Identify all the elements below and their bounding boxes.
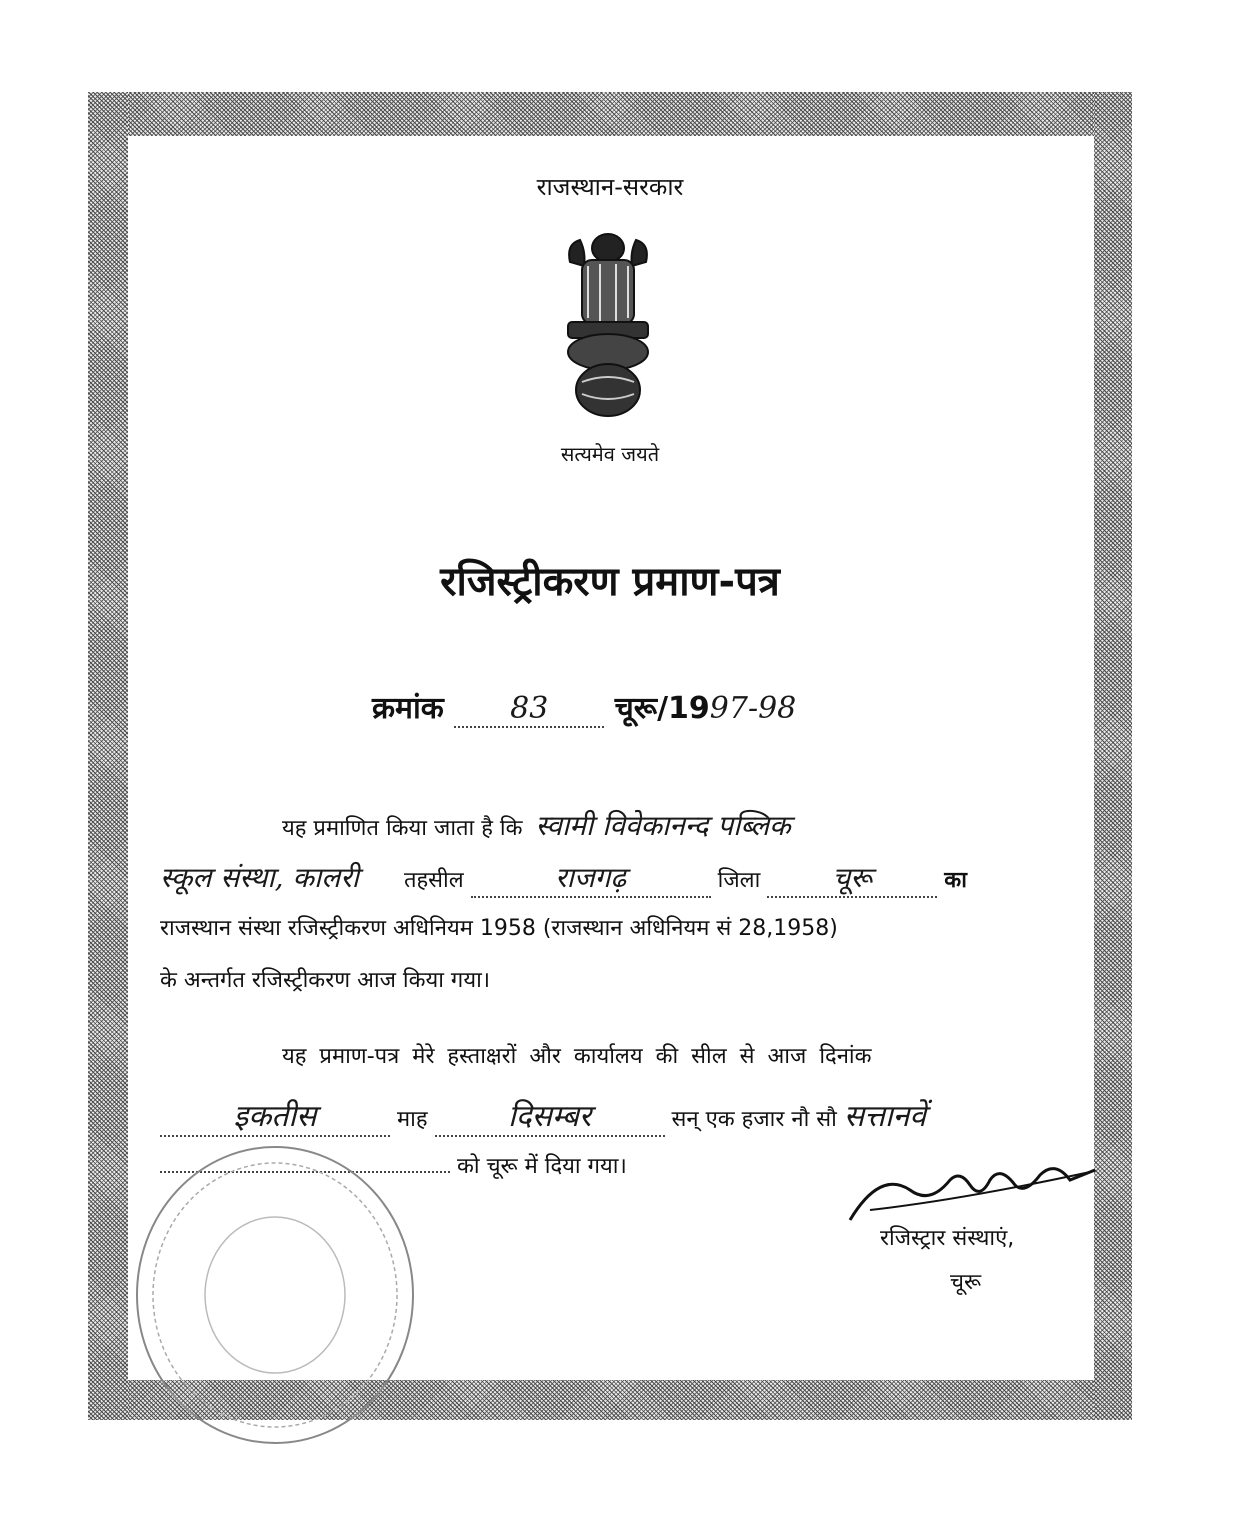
org-name-line-1: स्वामी विवेकानन्द पब्लिक bbox=[535, 809, 791, 842]
office-seal bbox=[130, 1140, 420, 1450]
issue-line-2 bbox=[160, 1094, 926, 1137]
registrar-title: रजिस्ट्रार संस्थाएं, bbox=[880, 1226, 1015, 1251]
number-value: 83 bbox=[510, 691, 549, 726]
ka-text: का bbox=[944, 868, 967, 893]
district-label: जिला bbox=[717, 868, 761, 893]
month-label: माह bbox=[397, 1107, 428, 1132]
number-field bbox=[454, 691, 604, 728]
government-heading: राजस्थान-सरकार bbox=[536, 173, 684, 201]
day-value: इकतीस bbox=[233, 1099, 317, 1134]
issue-line-1: यह प्रमाण-पत्र मेरे हस्ताक्षरों और कार्यालय की सील से आज दिनांक bbox=[282, 1044, 872, 1069]
given-at-text: को चूरू में दिया गया। bbox=[457, 1154, 627, 1179]
border-left bbox=[88, 92, 128, 1420]
tehsil-field bbox=[471, 858, 711, 898]
tehsil-value: राजगढ़ bbox=[555, 861, 627, 894]
month-field bbox=[435, 1094, 665, 1137]
district-field bbox=[767, 858, 937, 898]
number-label: क्रमांक bbox=[372, 691, 444, 726]
org-name-line-2: स्कूल संस्था, कालरी bbox=[160, 861, 359, 894]
registrar-signature bbox=[840, 1150, 1100, 1230]
certify-line-1 bbox=[282, 806, 791, 844]
motto: सत्यमेव जयते bbox=[560, 442, 660, 466]
district-value: चूरू bbox=[832, 861, 873, 894]
border-top bbox=[88, 92, 1132, 136]
act-line: राजस्थान संस्था रजिस्ट्रीकरण अधिनियम 1958 (राजस्थान अधिनियम सं 28,1958) bbox=[160, 916, 838, 941]
tehsil-label: तहसील bbox=[403, 868, 464, 893]
registrar-place: चूरू bbox=[950, 1270, 982, 1295]
year-prefix: सन् एक हजार नौ सौ bbox=[671, 1107, 837, 1132]
certify-line-2 bbox=[160, 858, 967, 898]
month-value: दिसम्बर bbox=[507, 1099, 592, 1134]
registration-number-row bbox=[372, 686, 796, 728]
national-emblem-icon bbox=[552, 222, 664, 418]
year-value: सत्तानवें bbox=[843, 1099, 926, 1134]
number-suffix: चूरू/19 bbox=[614, 691, 710, 726]
registration-closing-line: के अन्तर्गत रजिस्ट्रीकरण आज किया गया। bbox=[160, 968, 491, 993]
certify-intro: यह प्रमाणित किया जाता है कि bbox=[282, 816, 523, 841]
certificate-title: रजिस्ट्रीकरण प्रमाण-पत्र bbox=[440, 559, 780, 605]
number-year: 97-98 bbox=[709, 691, 797, 726]
day-field bbox=[160, 1094, 390, 1137]
